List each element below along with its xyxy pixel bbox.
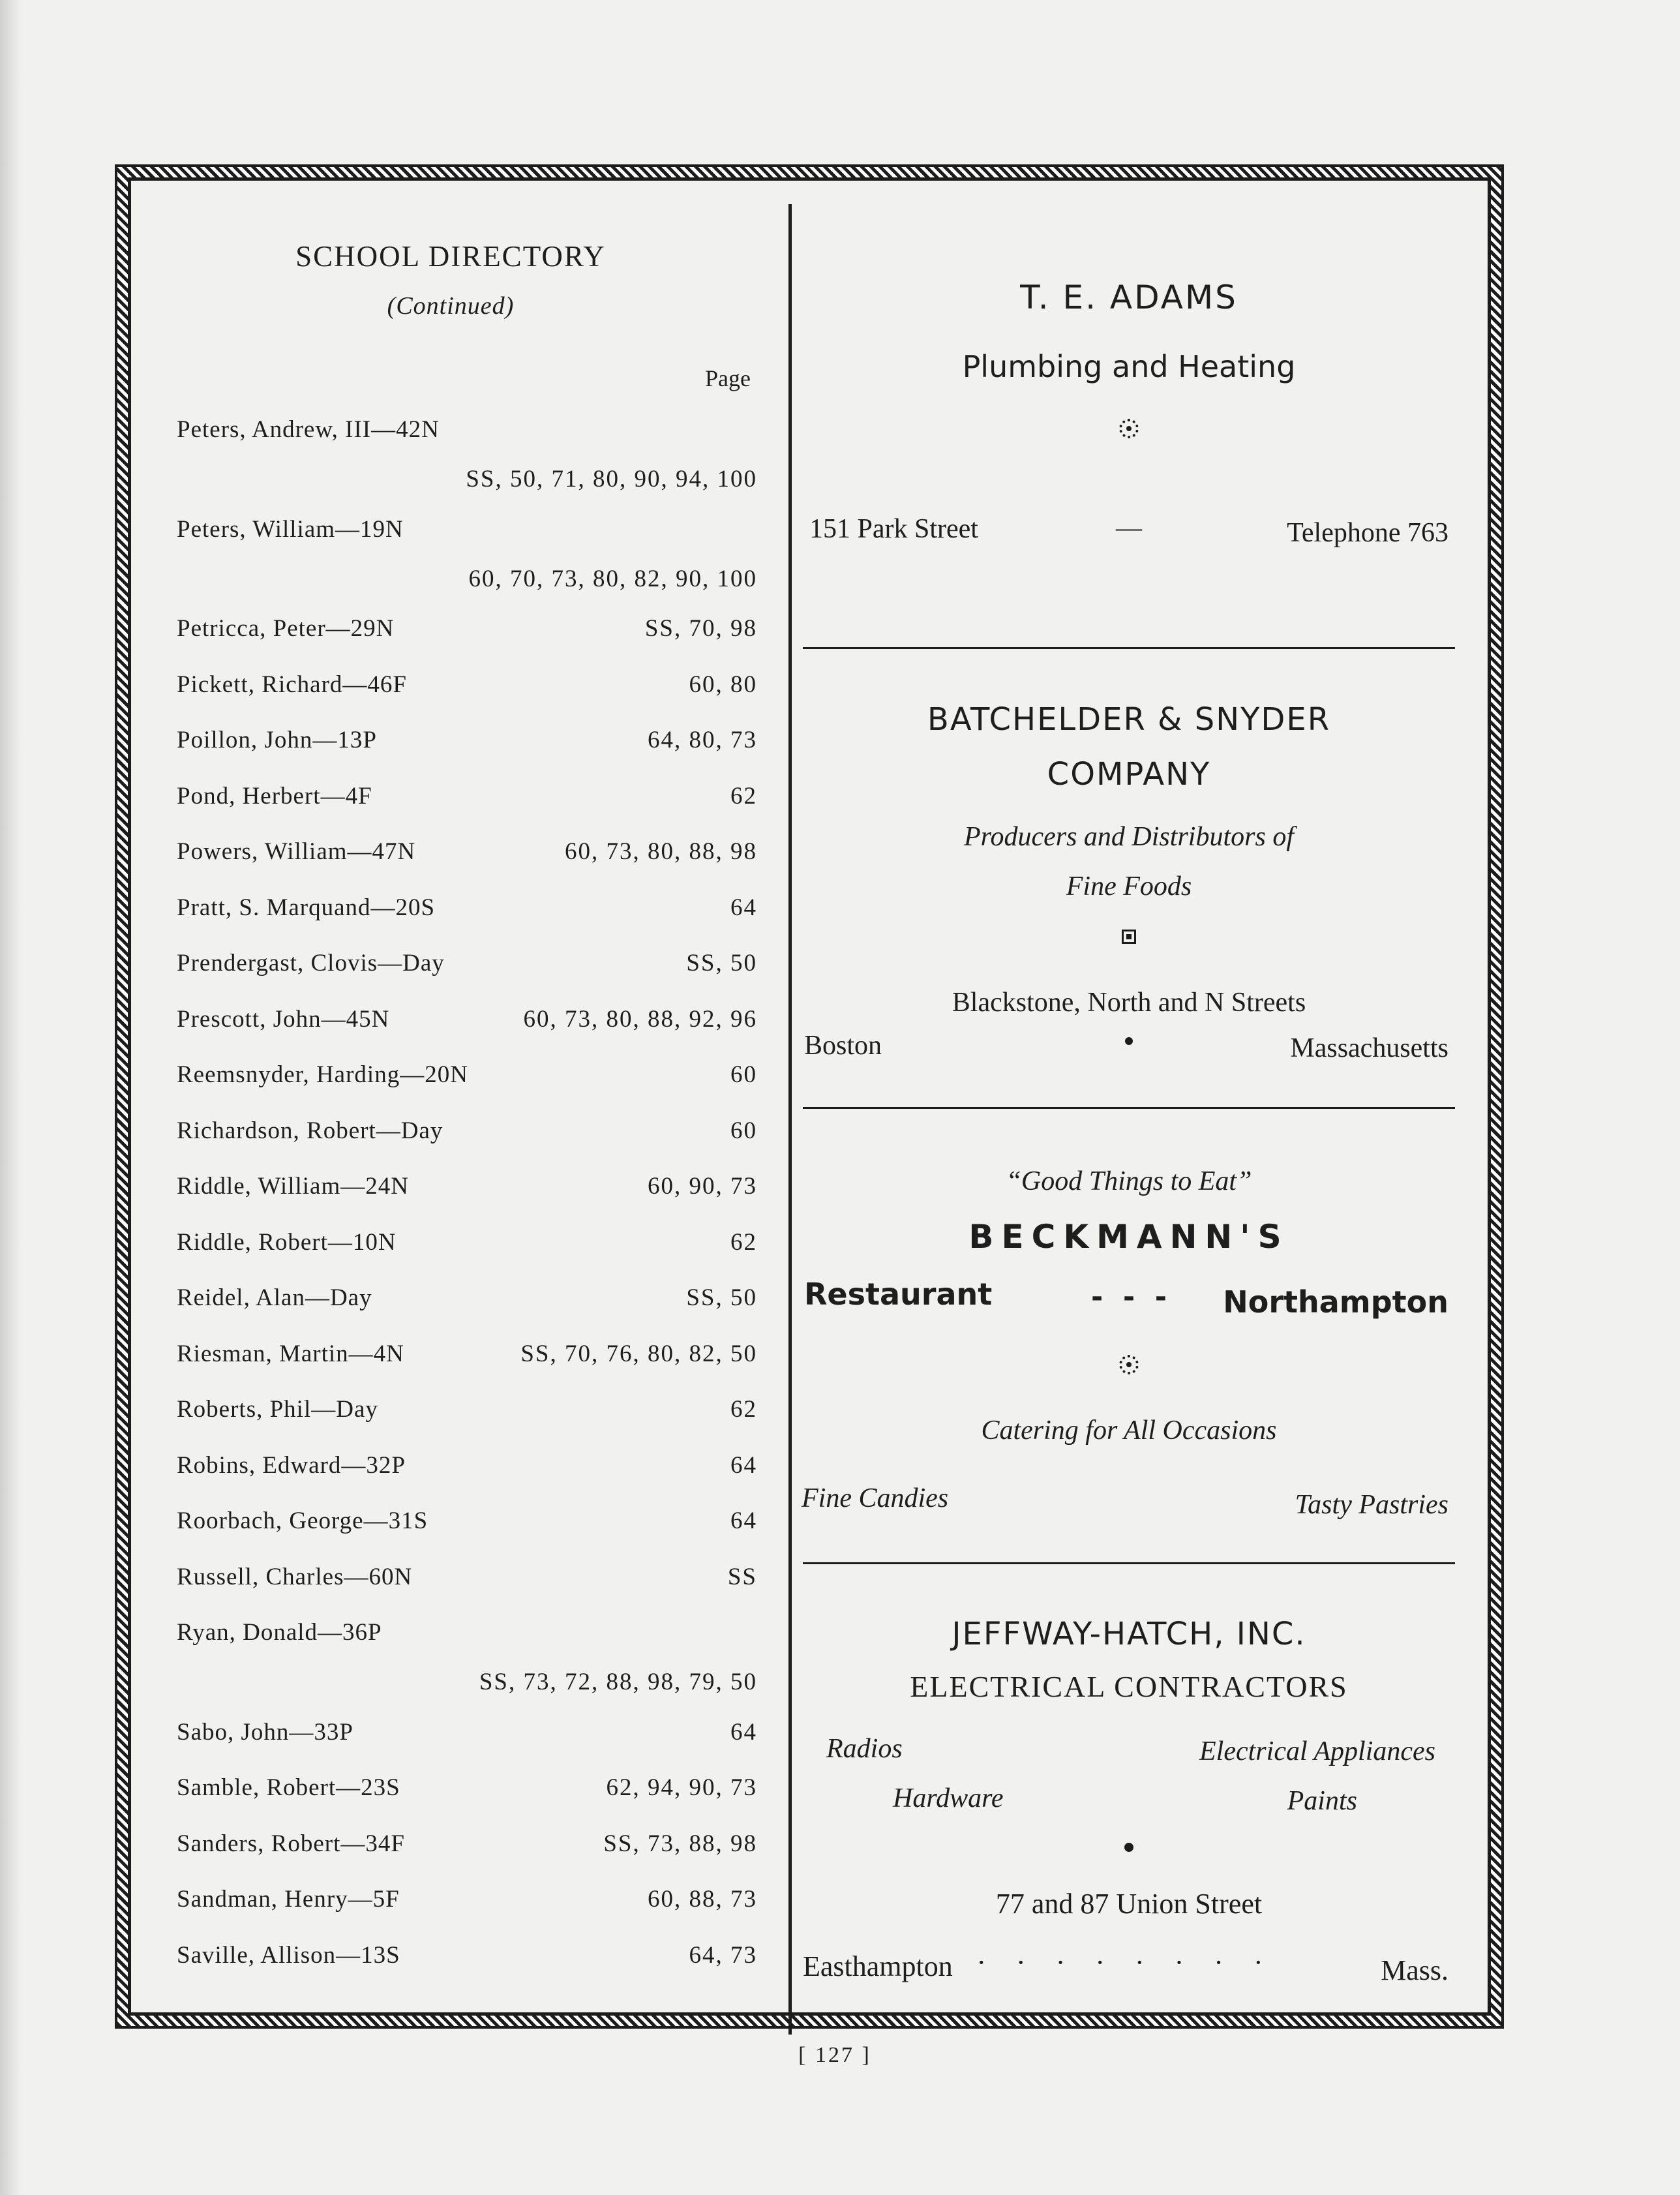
entry-pages: 60, 73, 80, 88, 92, 96: [523, 1005, 757, 1033]
batchelder-desc-line2: Fine Foods: [1066, 871, 1192, 901]
entry-name: Prendergast, Clovis—Day: [177, 950, 445, 976]
beckmann-candies: Fine Candies: [802, 1483, 949, 1513]
entry-pages: SS, 50: [686, 1284, 757, 1311]
entry-name: Ryan, Donald—36P: [177, 1619, 382, 1646]
jeffway-address: 77 and 87 Union Street: [995, 1888, 1263, 1920]
page-frame: [128, 177, 1491, 2016]
directory-entry: [177, 1172, 757, 1207]
entry-pages: SS, 70, 76, 80, 82, 50: [520, 1340, 757, 1367]
entry-name: Peters, Andrew, III—42N: [177, 416, 440, 443]
adams-name: T. E. ADAMS: [1020, 279, 1238, 316]
entry-name: Samble, Robert—23S: [177, 1774, 400, 1801]
directory-entry: [177, 1941, 757, 1976]
entry-pages: 60, 88, 73: [648, 1886, 757, 1913]
entry-name: Roorbach, George—31S: [177, 1507, 428, 1534]
column-divider: [788, 204, 792, 2035]
entry-pages: 60, 80: [689, 671, 757, 698]
entry-pages: SS: [727, 1563, 757, 1590]
beckmann-dashes: - - -: [1090, 1280, 1167, 1314]
entry-name: Pond, Herbert—4F: [177, 782, 372, 810]
directory-entry: [177, 1618, 757, 1695]
jeffway-name: JEFFWAY-HATCH, INC.: [952, 1616, 1306, 1652]
beckmann-town: Northampton: [1223, 1284, 1448, 1320]
batchelder-streets: Blackstone, North and N Streets: [952, 988, 1306, 1018]
entry-name: Robins, Edward—32P: [177, 1451, 406, 1479]
directory-entry: [177, 838, 757, 873]
jeffway-state: Mass.: [1381, 1954, 1448, 1986]
ornament-icon: [803, 1355, 1455, 1378]
entry-name: Riesman, Martin—4N: [177, 1340, 404, 1367]
adams-address: 151 Park Street: [809, 514, 978, 544]
jeffway-town: Easthampton: [803, 1950, 953, 1982]
entry-pages: SS, 73, 88, 98: [603, 1830, 757, 1857]
beckmann-slogan: “Good Things to Eat”: [1006, 1166, 1252, 1196]
entry-name: Reemsnyder, Harding—20N: [177, 1061, 468, 1088]
beckmann-restaurant: Restaurant: [804, 1277, 993, 1312]
beckmann-pastries: Tasty Pastries: [1295, 1490, 1448, 1520]
directory-entry: [177, 726, 757, 761]
directory-entry: [177, 1117, 757, 1152]
entry-pages: 64: [730, 1507, 757, 1534]
directory-entry: [177, 1451, 757, 1487]
entry-pages: 62: [730, 782, 757, 810]
entry-name: Richardson, Robert—Day: [177, 1117, 443, 1144]
entry-name: Pickett, Richard—46F: [177, 671, 407, 698]
ad-separator: [803, 1562, 1455, 1564]
directory-entry: [177, 1284, 757, 1319]
ad-separator: [803, 647, 1455, 649]
jeffway-radios: Radios: [826, 1734, 903, 1764]
directory-title: SCHOOL DIRECTORY: [295, 240, 606, 273]
entry-pages: SS, 70, 98: [644, 615, 757, 642]
batchelder-state: Massachusetts: [1290, 1033, 1448, 1063]
directory-entry: [177, 515, 757, 592]
entry-name: Saville, Allison—13S: [177, 1941, 400, 1969]
entry-pages: 60: [730, 1061, 757, 1088]
entry-name: Russell, Charles—60N: [177, 1563, 413, 1590]
entry-pages: 60, 90, 73: [648, 1173, 757, 1200]
jeffway-appliances: Electrical Appliances: [1199, 1736, 1435, 1766]
page-binding-edge: [0, 0, 22, 2195]
page-number: [ 127 ]: [798, 2043, 871, 2067]
entry-name: Peters, William—19N: [177, 515, 404, 543]
batchelder-name-line1: BATCHELDER & SNYDER: [927, 701, 1331, 738]
batchelder-desc-line1: Producers and Distributors of: [964, 822, 1294, 852]
entry-name: Pratt, S. Marquand—20S: [177, 894, 436, 921]
page-column-header: Page: [705, 365, 751, 391]
entry-name: Sandman, Henry—5F: [177, 1886, 400, 1913]
beckmann-name: BECKMANN'S: [968, 1218, 1289, 1256]
directory-entry: [177, 614, 757, 650]
entry-pages: 64: [730, 1718, 757, 1746]
directory-entry: [177, 1228, 757, 1264]
square-ornament-icon: [803, 930, 1455, 947]
ad-separator: [803, 1107, 1455, 1109]
batchelder-name-line2: COMPANY: [1047, 756, 1211, 793]
directory-entry: [177, 1885, 757, 1920]
directory-entry: [177, 894, 757, 929]
entry-name: Roberts, Phil—Day: [177, 1396, 378, 1423]
entry-pages: SS, 73, 72, 88, 98, 79, 50: [479, 1669, 757, 1695]
entry-name: Reidel, Alan—Day: [177, 1284, 372, 1311]
entry-name: Poillon, John—13P: [177, 727, 377, 753]
directory-entry: [177, 1563, 757, 1598]
directory-entry: [177, 1395, 757, 1431]
entry-pages: 64, 73: [689, 1941, 757, 1969]
beckmann-catering: Catering for All Occasions: [981, 1415, 1277, 1446]
jeffway-paints: Paints: [1287, 1786, 1357, 1816]
directory-entry: [177, 1718, 757, 1753]
entry-name: Powers, William—47N: [177, 838, 416, 865]
directory-entry: [177, 1774, 757, 1809]
entry-name: Prescott, John—45N: [177, 1005, 390, 1033]
entry-pages: 64, 80, 73: [648, 727, 757, 753]
adams-dash: —: [1116, 513, 1142, 542]
entry-name: Sanders, Robert—34F: [177, 1830, 405, 1857]
directory-entry: [177, 1005, 757, 1040]
batchelder-city: Boston: [804, 1031, 882, 1061]
entry-name: Riddle, William—24N: [177, 1173, 409, 1200]
entry-pages: 60: [730, 1117, 757, 1144]
entry-pages: 62, 94, 90, 73: [606, 1774, 757, 1801]
directory-entry: [177, 1061, 757, 1096]
entry-pages: 60, 70, 73, 80, 82, 90, 100: [468, 565, 757, 592]
entry-name: Riddle, Robert—10N: [177, 1228, 397, 1256]
jeffway-leader-dots: · · · · · · · ·: [976, 1946, 1268, 1978]
directory-entry: [177, 1507, 757, 1542]
directory-entry: [177, 949, 757, 984]
directory-entry: [177, 1830, 757, 1865]
entry-pages: 64: [730, 1451, 757, 1479]
jeffway-trade: ELECTRICAL CONTRACTORS: [910, 1670, 1348, 1703]
entry-pages: 62: [730, 1396, 757, 1423]
directory-entry: [177, 416, 757, 492]
entry-pages: 64: [730, 894, 757, 921]
jeffway-hardware: Hardware: [893, 1783, 1004, 1813]
directory-entry: [177, 671, 757, 706]
entry-pages: 62: [730, 1228, 757, 1256]
adams-trade: Plumbing and Heating: [962, 349, 1296, 384]
decorative-border: [115, 164, 1504, 2029]
entry-pages: SS, 50, 71, 80, 90, 94, 100: [466, 466, 757, 492]
ornament-icon: [803, 419, 1455, 442]
entry-name: Petricca, Peter—29N: [177, 615, 395, 642]
entry-pages: 60, 73, 80, 88, 98: [565, 838, 757, 865]
entry-pages: SS, 50: [686, 950, 757, 976]
directory-entry: [177, 782, 757, 817]
bullet-icon: [803, 1843, 1455, 1855]
entry-name: Sabo, John—33P: [177, 1718, 353, 1746]
directory-subtitle: (Continued): [387, 292, 515, 320]
adams-phone: Telephone 763: [1287, 518, 1448, 548]
directory-entry: [177, 1340, 757, 1375]
